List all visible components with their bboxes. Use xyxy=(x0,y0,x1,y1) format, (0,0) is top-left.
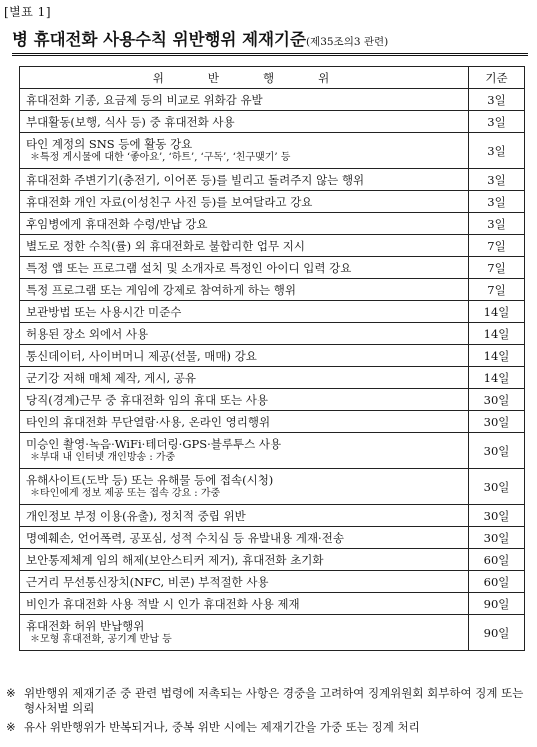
violation-text: 별도로 정한 수칙(률) 외 휴대전화로 불합리한 업무 지시 xyxy=(26,238,305,253)
table-row xyxy=(20,615,525,651)
sanction-days: 14일 xyxy=(469,345,525,367)
table-header-row xyxy=(20,67,525,89)
table-row xyxy=(20,111,525,133)
sanction-days: 14일 xyxy=(469,323,525,345)
violation-note: ＊타인에게 정보 제공 또는 접속 강요 : 가중 xyxy=(30,488,221,499)
footnote xyxy=(6,720,531,735)
violation-text: 보관방법 또는 사용시간 미준수 xyxy=(26,304,182,319)
violation-text: 당직(경계)근무 중 휴대전화 임의 휴대 또는 사용 xyxy=(26,392,268,407)
violation-text: 휴대전화 기종, 요금제 등의 비교로 위화감 유발 xyxy=(26,92,263,107)
violation-text: 허용된 장소 외에서 사용 xyxy=(26,326,149,341)
sanction-days: 30일 xyxy=(469,433,525,469)
violation-cell xyxy=(20,191,469,213)
table-row xyxy=(20,469,525,505)
header-standard: 기준 xyxy=(469,67,525,89)
sanction-days: 3일 xyxy=(469,133,525,169)
violation-cell xyxy=(20,111,469,133)
table-row xyxy=(20,89,525,111)
sanction-days: 7일 xyxy=(469,279,525,301)
sanction-days: 3일 xyxy=(469,169,525,191)
violation-text: 타인 계정의 SNS 등에 활동 강요 xyxy=(26,137,193,151)
violation-note: ＊부대 내 인터넷 개인방송 : 가중 xyxy=(30,452,176,463)
reference-mark-icon: ※ xyxy=(6,720,16,734)
violation-cell xyxy=(20,571,469,593)
sanction-days: 14일 xyxy=(469,367,525,389)
sanction-days: 30일 xyxy=(469,505,525,527)
violation-cell xyxy=(20,389,469,411)
table-row xyxy=(20,301,525,323)
sanction-days: 30일 xyxy=(469,411,525,433)
table-row xyxy=(20,235,525,257)
violation-cell xyxy=(20,169,469,191)
sanction-days: 3일 xyxy=(469,89,525,111)
violation-cell xyxy=(20,213,469,235)
table-row xyxy=(20,169,525,191)
violation-cell xyxy=(20,89,469,111)
table-row xyxy=(20,367,525,389)
table-row xyxy=(20,257,525,279)
table-row xyxy=(20,527,525,549)
table-row xyxy=(20,133,525,169)
violation-text: 군기강 저해 매체 제작, 게시, 공유 xyxy=(26,370,197,385)
violation-cell xyxy=(20,593,469,615)
violation-text: 미승인 촬영·녹음·WiFi·테더링·GPS·블루투스 사용 xyxy=(26,437,282,451)
violation-text: 특정 프로그램 또는 게임에 강제로 참여하게 하는 행위 xyxy=(26,282,296,297)
violation-note: ＊모형 휴대전화, 공기계 반납 등 xyxy=(30,634,172,645)
violation-text: 후임병에게 휴대전화 수령/반납 강요 xyxy=(26,216,208,231)
sanction-days: 14일 xyxy=(469,301,525,323)
table-row xyxy=(20,213,525,235)
title-subtitle: (제35조의3 관련) xyxy=(305,36,389,48)
table-row xyxy=(20,279,525,301)
violation-cell xyxy=(20,323,469,345)
sanction-days: 60일 xyxy=(469,549,525,571)
sanction-days: 30일 xyxy=(469,389,525,411)
violation-cell xyxy=(20,469,469,505)
violation-cell xyxy=(20,133,469,169)
table-row xyxy=(20,191,525,213)
table-row xyxy=(20,571,525,593)
table-row xyxy=(20,345,525,367)
violation-text: 휴대전화 주변기기(충전기, 이어폰 등)를 빌리고 돌려주지 않는 행위 xyxy=(26,172,365,187)
violation-text: 보안통제체계 임의 해제(보안스티커 제거), 휴대전화 초기화 xyxy=(26,552,324,567)
table-row xyxy=(20,389,525,411)
sanction-table xyxy=(19,66,525,651)
footnote-text: 유사 위반행위가 반복되거나, 중복 위반 시에는 제재기간을 가중 또는 징계 처리 xyxy=(24,720,420,734)
violation-cell xyxy=(20,257,469,279)
table-row xyxy=(20,593,525,615)
violation-text: 유해사이트(도박 등) 또는 유해물 등에 접속(시청) xyxy=(26,473,274,487)
violation-text: 비인가 휴대전화 사용 적발 시 인가 휴대전화 사용 제재 xyxy=(26,596,300,611)
violation-cell xyxy=(20,345,469,367)
sanction-days: 7일 xyxy=(469,235,525,257)
reference-mark-icon: ※ xyxy=(6,686,16,700)
violation-cell xyxy=(20,615,469,651)
sanction-days: 60일 xyxy=(469,571,525,593)
footnotes xyxy=(6,686,531,739)
violation-text: 개인정보 부정 이용(유출), 정치적 중립 위반 xyxy=(26,508,246,523)
violation-text: 통신데이터, 사이버머니 제공(선물, 매매) 강요 xyxy=(26,348,257,363)
table-row xyxy=(20,411,525,433)
sanction-days: 3일 xyxy=(469,213,525,235)
violation-text: 부대활동(보행, 식사 등) 중 휴대전화 사용 xyxy=(26,114,235,129)
violation-cell xyxy=(20,301,469,323)
violation-text: 휴대전화 개인 자료(이성친구 사진 등)를 보여달라고 강요 xyxy=(26,194,313,209)
sanction-days: 7일 xyxy=(469,257,525,279)
table-body xyxy=(20,89,525,651)
sanction-days: 3일 xyxy=(469,111,525,133)
violation-text: 근거리 무선통신장치(NFC, 비콘) 부적절한 사용 xyxy=(26,574,269,589)
sanction-days: 90일 xyxy=(469,593,525,615)
table-row xyxy=(20,505,525,527)
table-row xyxy=(20,323,525,345)
appendix-tag: [별표 1] xyxy=(4,5,51,19)
violation-cell xyxy=(20,527,469,549)
footnote-text: 위반행위 제재기준 중 관련 법령에 저촉되는 사항은 경중을 고려하여 징계위원회 회부하여 징계 또는 형사처벌 의뢰 xyxy=(24,686,524,715)
footnote xyxy=(6,686,531,716)
document-title xyxy=(12,26,528,56)
violation-text: 특정 앱 또는 프로그램 설치 및 소개자로 특정인 아이디 입력 강요 xyxy=(26,260,352,275)
violation-cell xyxy=(20,505,469,527)
violation-cell xyxy=(20,367,469,389)
sanction-days: 90일 xyxy=(469,615,525,651)
violation-cell xyxy=(20,279,469,301)
violation-cell xyxy=(20,433,469,469)
sanction-days: 30일 xyxy=(469,469,525,505)
table-row xyxy=(20,549,525,571)
violation-note: ＊특정 게시물에 대한 ‘좋아요’, ‘하트’, ‘구독’, ‘친구맺기’ 등 xyxy=(30,152,291,163)
violation-cell xyxy=(20,411,469,433)
violation-cell xyxy=(20,549,469,571)
table-row xyxy=(20,433,525,469)
title-main: 병 휴대전화 사용수칙 위반행위 제재기준 xyxy=(12,30,306,49)
violation-cell xyxy=(20,235,469,257)
header-violation: 위반행위 xyxy=(20,67,469,89)
sanction-days: 3일 xyxy=(469,191,525,213)
violation-text: 명예훼손, 언어폭력, 공포심, 성적 수치심 등 유발내용 게재·전송 xyxy=(26,530,344,545)
violation-text: 휴대전화 허위 반납행위 xyxy=(26,619,145,633)
sanction-days: 30일 xyxy=(469,527,525,549)
violation-text: 타인의 휴대전화 무단열람·사용, 온라인 영리행위 xyxy=(26,414,271,429)
